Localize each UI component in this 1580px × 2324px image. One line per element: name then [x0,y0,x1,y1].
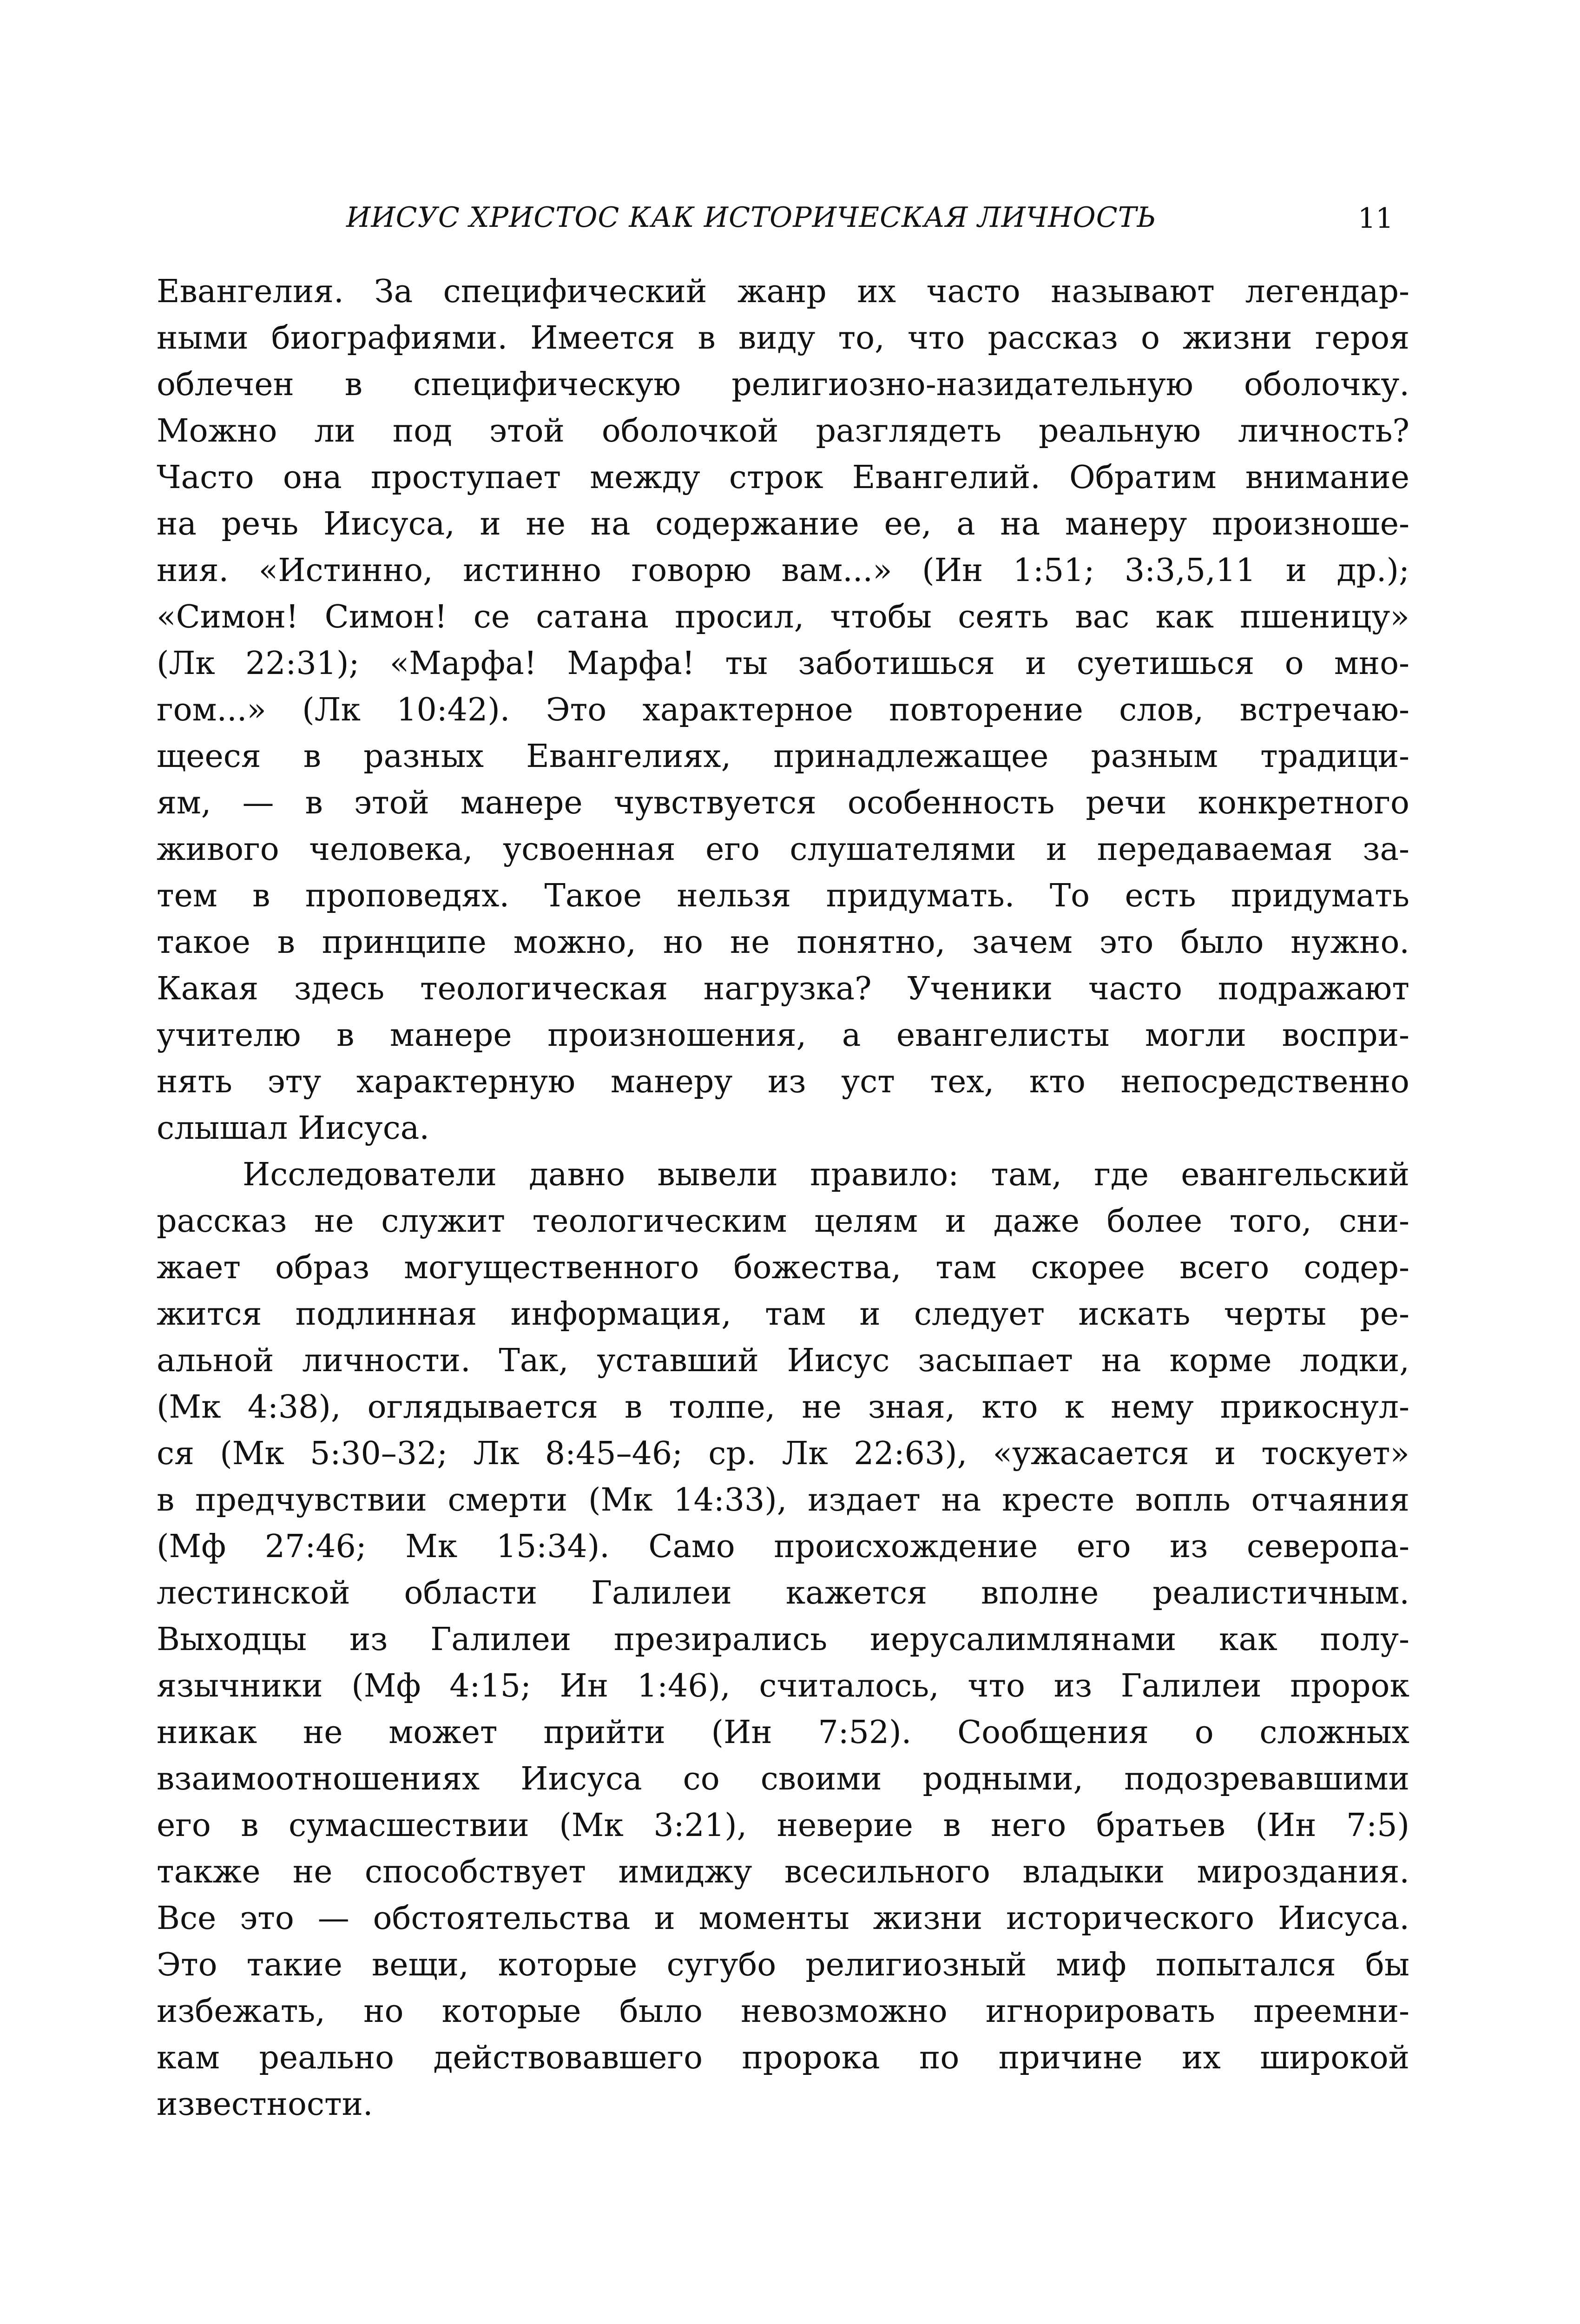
text-line: облечен в специфическую религиозно-назидательную оболочку. [157,366,1409,403]
text-line: на речь Иисуса, и не на содержание ее, а на манеру произноше- [157,506,1409,542]
text-line: Евангелия. За специфический жанр их часто называют легендар- [157,273,1409,310]
text-line: слышал Иисуса. [157,1110,429,1147]
text-line: Исследователи давно вывели правило: там, где евангельский [243,1156,1409,1193]
text-line: нять эту характерную манеру из уст тех, кто непосредственно [157,1063,1409,1100]
paragraph-1 [157,269,1409,1152]
text-line: «Симон! Симон! се сатана просил, чтобы сеять вас как пшеницу» [157,599,1409,635]
text-line: жится подлинная информация, там и следует искать черты ре- [157,1296,1409,1333]
text-line: (Мк 4:38), оглядывается в толпе, не зная, кто к нему прикоснул- [157,1389,1409,1426]
text-line: известности. [157,2086,373,2123]
page-number: 11 [1358,202,1394,235]
text-line: язычники (Мф 4:15; Ин 1:46), считалось, что из Галилеи пророк [157,1668,1409,1704]
text-line: альной личности. Так, уставший Иисус засыпает на корме лодки, [157,1342,1409,1379]
text-line: Выходцы из Галилеи презирались иерусалимлянами как полу- [157,1621,1409,1658]
text-line: взаимоотношениях Иисуса со своими родными, подозревавшими [157,1761,1409,1797]
text-line: (Мф 27:46; Мк 15:34). Само происхождение его из северопа- [157,1528,1409,1565]
text-line: избежать, но которые было невозможно игнорировать преемни- [157,1993,1409,2030]
text-line: такое в принципе можно, но не понятно, зачем это было нужно. [157,924,1409,961]
text-line: тем в проповедях. Такое нельзя придумать. То есть придумать [157,878,1409,914]
running-head: ИИСУС ХРИСТОС КАК ИСТОРИЧЕСКАЯ ЛИЧНОСТЬ [346,201,1157,234]
text-line: Часто она проступает между строк Евангелий. Обратим внимание [157,459,1409,496]
text-line: живого человека, усвоенная его слушателями и передаваемая за- [157,831,1409,868]
text-line: лестинской области Галилеи кажется вполне реалистичным. [157,1575,1409,1611]
body-text [157,269,1409,2128]
text-line: в предчувствии смерти (Мк 14:33), издает на кресте вопль отчаяния [157,1482,1409,1519]
text-line: ными биографиями. Имеется в виду то, что рассказ о жизни героя [157,320,1409,357]
text-line: Все это — обстоятельства и моменты жизни исторического Иисуса. [157,1900,1409,1937]
text-line: (Лк 22:31); «Марфа! Марфа! ты заботишься и суетишься о мно- [157,645,1409,682]
text-line: гом...» (Лк 10:42). Это характерное повторение слов, встречаю- [157,692,1409,728]
text-line: Какая здесь теологическая нагрузка? Ученики часто подражают [157,971,1409,1007]
text-line: учителю в манере произношения, а евангелисты могли воспри- [157,1017,1409,1054]
paragraph-2 [157,1152,1409,2128]
text-line: Можно ли под этой оболочкой разглядеть реальную личность? [157,413,1409,449]
text-line: щееся в разных Евангелиях, принадлежащее разным традици- [157,738,1409,775]
text-line: ся (Мк 5:30–32; Лк 8:45–46; ср. Лк 22:63), «ужасается и тоскует» [157,1435,1409,1472]
text-line: ния. «Истинно, истинно говорю вам...» (Ин 1:51; 3:3,5,11 и др.); [157,552,1409,589]
text-line: также не способствует имиджу всесильного владыки мироздания. [157,1854,1409,1890]
text-line: кам реально действовавшего пророка по причине их широкой [157,2040,1409,2076]
text-line: ям, — в этой манере чувствуется особенность речи конкретного [157,785,1409,821]
text-line: Это такие вещи, которые сугубо религиозный миф попытался бы [157,1947,1409,1983]
text-line: его в сумасшествии (Мк 3:21), неверие в него братьев (Ин 7:5) [157,1807,1409,1844]
text-line: жает образ могущественного божества, там скорее всего содер- [157,1249,1409,1286]
text-line: рассказ не служит теологическим целям и даже более того, сни- [157,1203,1409,1240]
text-line: никак не может прийти (Ин 7:52). Сообщения о сложных [157,1714,1409,1751]
